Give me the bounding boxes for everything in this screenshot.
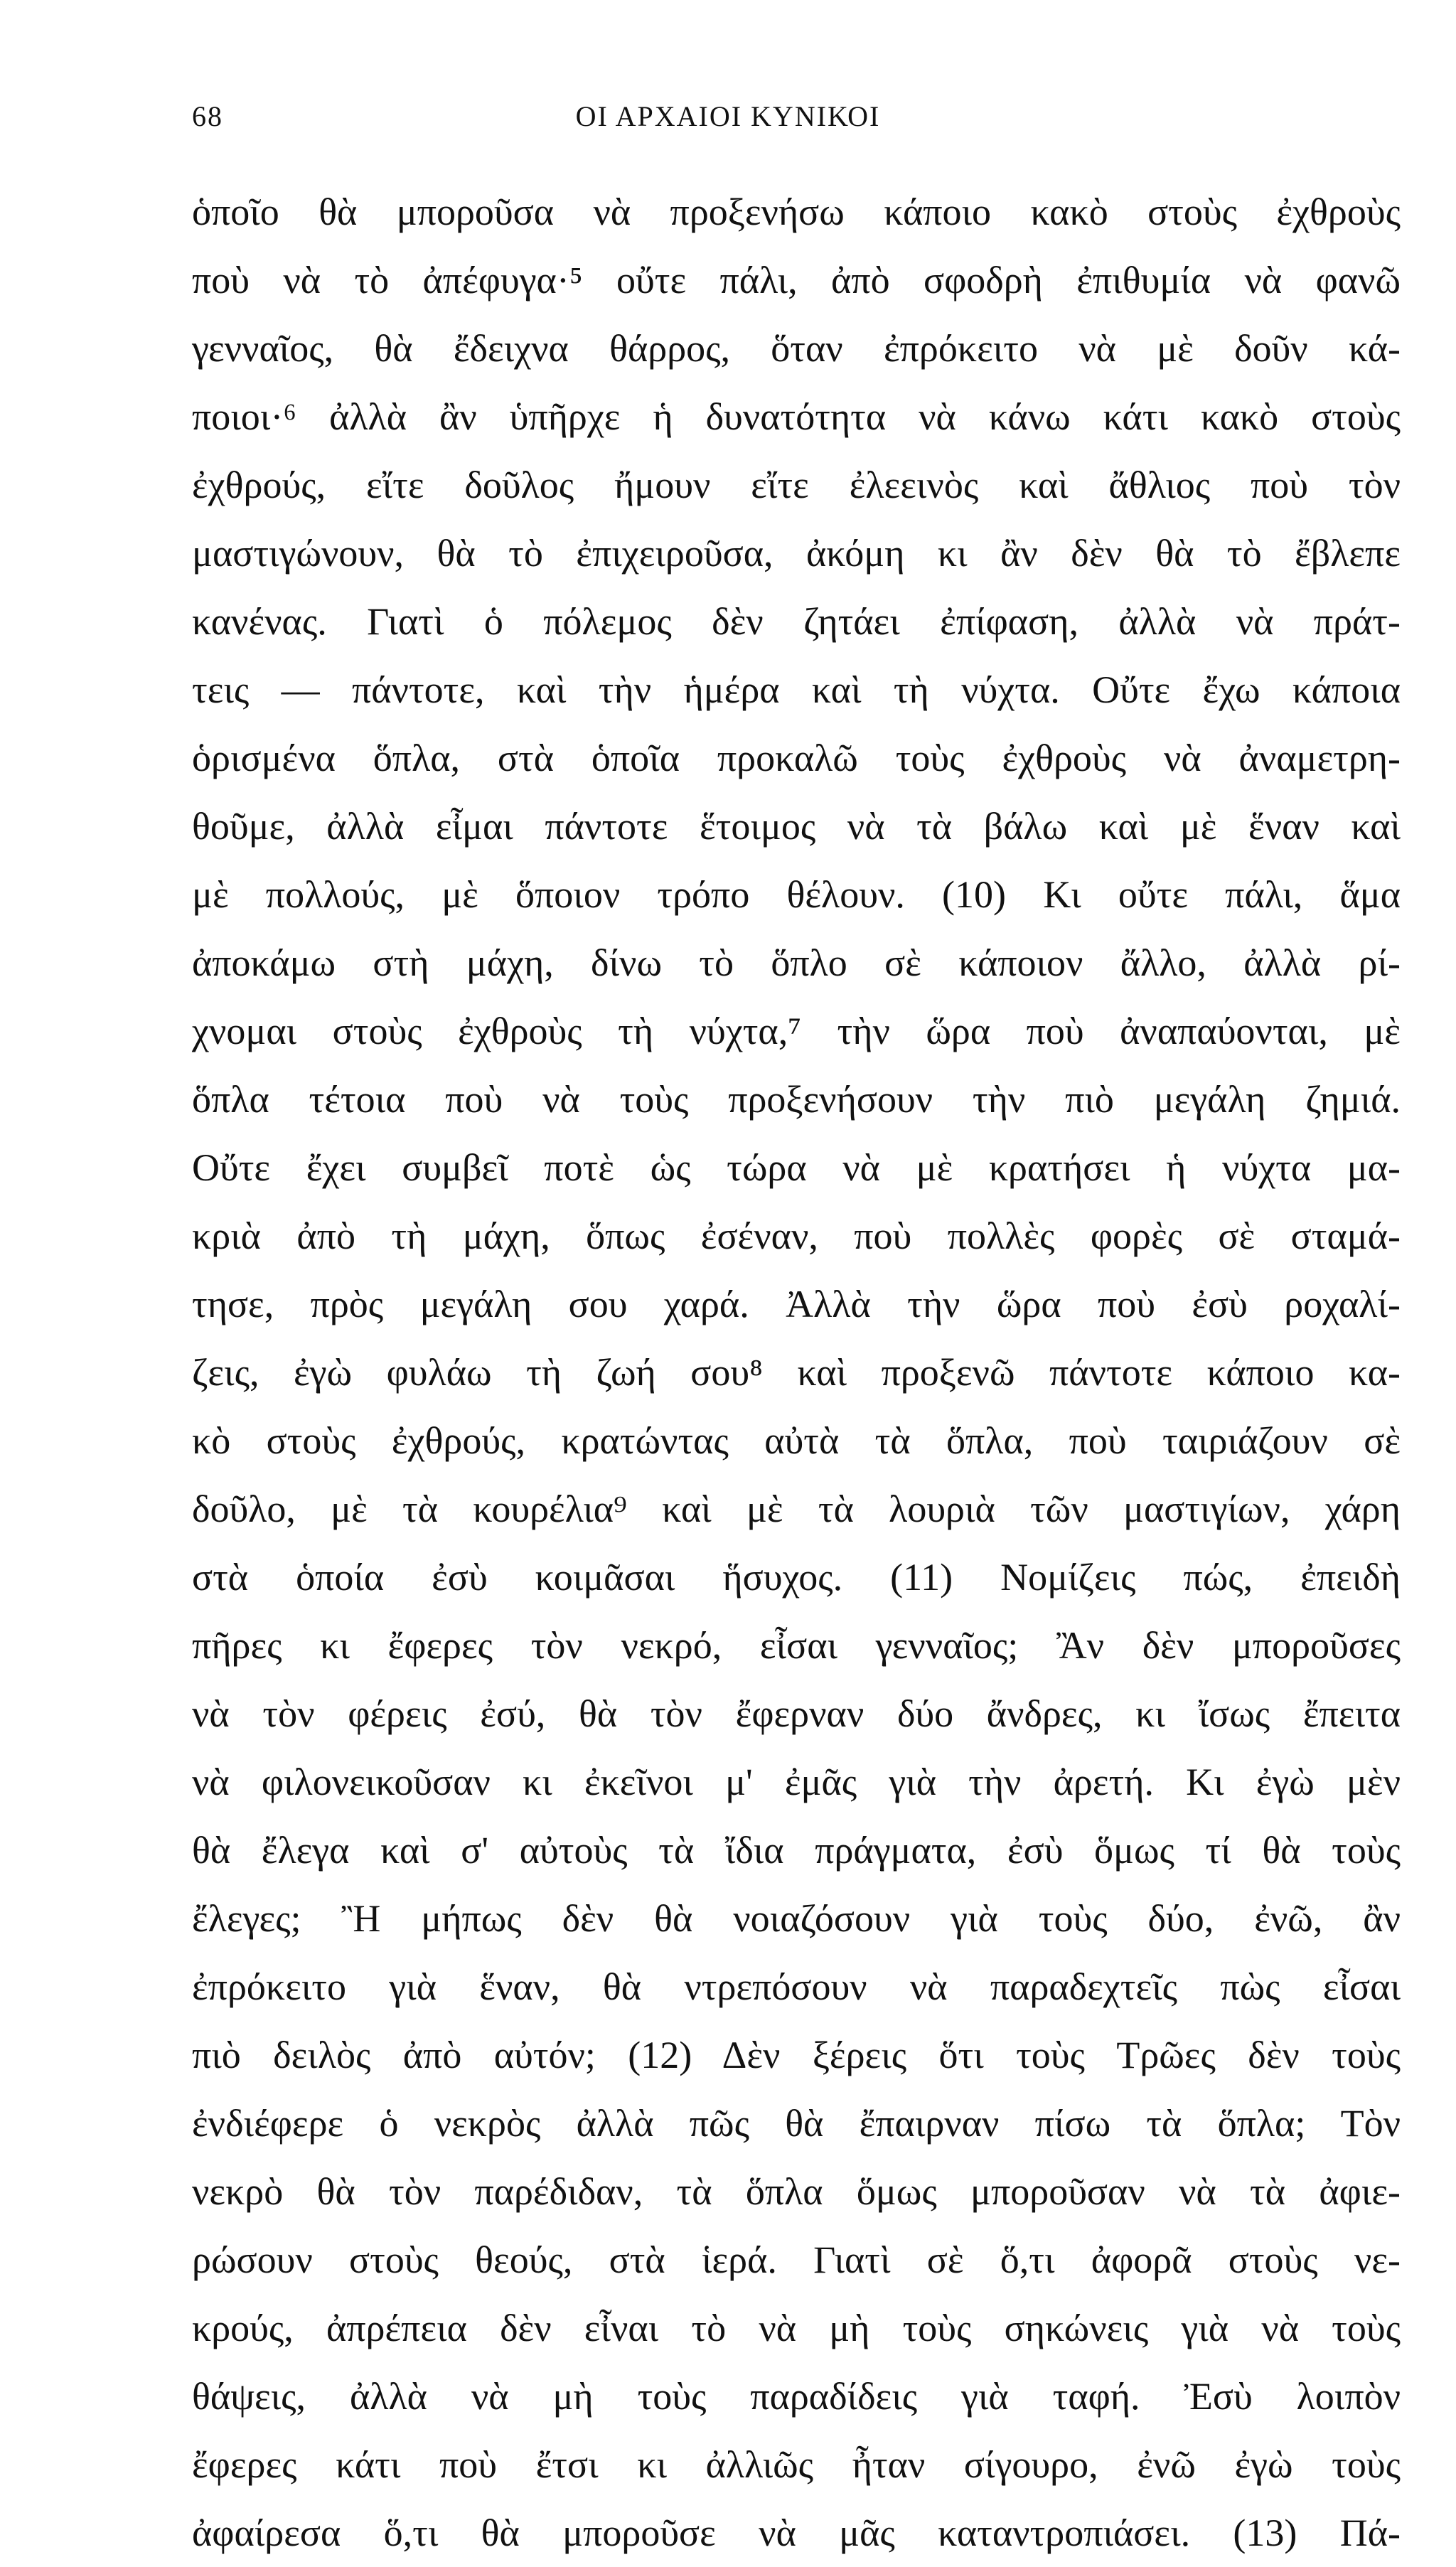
text-line: πῆρες κι ἔφερες τὸν νεκρό, εἶσαι γενναῖος; Ἂν δὲν μποροῦσες (192, 1624, 1401, 1667)
text-line: θὰ ἔλεγα καὶ σ' αὐτοὺς τὰ ἴδια πράγματα, ἐσὺ ὅμως τί θὰ τοὺς (192, 1829, 1401, 1872)
text-line: θοῦμε, ἀλλὰ εἶμαι πάντοτε ἕτοιμος νὰ τὰ βάλω καὶ μὲ ἕναν καὶ (192, 805, 1401, 848)
text-line: κρούς, ἀπρέπεια δὲν εἶναι τὸ νὰ μὴ τοὺς σηκώνεις γιὰ νὰ τοὺς (192, 2307, 1401, 2349)
text-line: τησε, πρὸς μεγάλη σου χαρά. Ἀλλὰ τὴν ὥρα ποὺ ἐσὺ ροχαλί- (192, 1283, 1401, 1325)
page-number: 68 (192, 100, 223, 132)
text-line: ἐνδιέφερε ὁ νεκρὸς ἀλλὰ πῶς θὰ ἔπαιρναν πίσω τὰ ὅπλα; Τὸν (192, 2102, 1401, 2145)
text-line: νὰ τὸν φέρεις ἐσύ, θὰ τὸν ἔφερναν δύο ἄνδρες, κι ἴσως ἔπειτα (192, 1692, 1401, 1735)
text-line: ρώσουν στοὺς θεούς, στὰ ἱερά. Γιατὶ σὲ ὅ,τι ἀφορᾶ στοὺς νε- (192, 2238, 1401, 2281)
text-line: μὲ πολλούς, μὲ ὅποιον τρόπο θέλουν. (10) Κι οὔτε πάλι, ἅμα (192, 873, 1401, 916)
text-line: ποιοι·⁶ ἀλλὰ ἂν ὑπῆρχε ἡ δυνατότητα νὰ κάνω κάτι κακὸ στοὺς (192, 395, 1401, 438)
text-line: ἔλεγες; Ἢ μήπως δὲν θὰ νοιαζόσουν γιὰ τοὺς δύο, ἐνῶ, ἂν (192, 1897, 1401, 1940)
text-line: ὁποῖο θὰ μποροῦσα νὰ προξενήσω κάποιο κακὸ στοὺς ἐχθροὺς (192, 191, 1401, 233)
text-line: πιὸ δειλὸς ἀπὸ αὐτόν; (12) Δὲν ξέρεις ὅτι τοὺς Τρῶες δὲν τοὺς (192, 2034, 1401, 2076)
text-line: θάψεις, ἀλλὰ νὰ μὴ τοὺς παραδίδεις γιὰ ταφή. Ἐσὺ λοιπὸν (192, 2375, 1401, 2418)
text-line: στὰ ὁποία ἐσὺ κοιμᾶσαι ἥσυχος. (11) Νομίζεις πώς, ἐπειδὴ (192, 1556, 1401, 1599)
body-text (192, 178, 1401, 2567)
text-line: νεκρὸ θὰ τὸν παρέδιδαν, τὰ ὅπλα ὅμως μποροῦσαν νὰ τὰ ἀφιε- (192, 2170, 1401, 2213)
text-line: ἔφερες κάτι ποὺ ἔτσι κι ἀλλιῶς ἦταν σίγουρο, ἐνῶ ἐγὼ τοὺς (192, 2443, 1401, 2486)
text-line: ὁρισμένα ὅπλα, στὰ ὁποῖα προκαλῶ τοὺς ἐχθροὺς νὰ ἀναμετρη- (192, 737, 1401, 779)
text-line: ὅπλα τέτοια ποὺ νὰ τοὺς προξενήσουν τὴν πιὸ μεγάλη ζημιά. (192, 1078, 1401, 1121)
text-line: χνομαι στοὺς ἐχθροὺς τὴ νύχτα,⁷ τὴν ὥρα ποὺ ἀναπαύονται, μὲ (192, 1010, 1401, 1052)
text-line: μαστιγώνουν, θὰ τὸ ἐπιχειροῦσα, ἀκόμη κι ἂν δὲν θὰ τὸ ἔβλεπε (192, 532, 1401, 575)
text-line: γενναῖος, θὰ ἔδειχνα θάρρος, ὅταν ἐπρόκειτο νὰ μὲ δοῦν κά- (192, 327, 1401, 370)
text-line: κριὰ ἀπὸ τὴ μάχη, ὅπως ἐσέναν, ποὺ πολλὲς φορὲς σὲ σταμά- (192, 1215, 1401, 1257)
text-line: ἐπρόκειτο γιὰ ἕναν, θὰ ντρεπόσουν νὰ παραδεχτεῖς πὼς εἶσαι (192, 1965, 1401, 2008)
text-line: νὰ φιλονεικοῦσαν κι ἐκεῖνοι μ' ἐμᾶς γιὰ τὴν ἀρετή. Κι ἐγὼ μὲν (192, 1761, 1401, 1803)
text-line: ζεις, ἐγὼ φυλάω τὴ ζωή σου⁸ καὶ προξενῶ πάντοτε κάποιο κα- (192, 1351, 1401, 1394)
text-line: ποὺ νὰ τὸ ἀπέφυγα·⁵ οὔτε πάλι, ἀπὸ σφοδρὴ ἐπιθυμία νὰ φανῶ (192, 259, 1401, 301)
text-line: ἀφαίρεσα ὅ,τι θὰ μποροῦσε νὰ μᾶς καταντροπιάσει. (13) Πά- (192, 2512, 1401, 2554)
text-line: ἀποκάμω στὴ μάχη, δίνω τὸ ὅπλο σὲ κάποιον ἄλλο, ἀλλὰ ρί- (192, 941, 1401, 984)
running-title: ΟΙ ΑΡΧΑΙΟΙ ΚΥΝΙΚΟΙ (575, 100, 881, 132)
text-line: κὸ στοὺς ἐχθρούς, κρατώντας αὐτὰ τὰ ὅπλα, ποὺ ταιριάζουν σὲ (192, 1419, 1401, 1462)
text-line: δοῦλο, μὲ τὰ κουρέλια⁹ καὶ μὲ τὰ λουριὰ τῶν μαστιγίων, χάρη (192, 1488, 1401, 1530)
text-line: κανένας. Γιατὶ ὁ πόλεμος δὲν ζητάει ἐπίφαση, ἀλλὰ νὰ πράτ- (192, 600, 1401, 643)
text-line: ἐχθρούς, εἴτε δοῦλος ἤμουν εἴτε ἐλεεινὸς καὶ ἄθλιος ποὺ τὸν (192, 464, 1401, 506)
text-line: τεις — πάντοτε, καὶ τὴν ἡμέρα καὶ τὴ νύχτα. Οὔτε ἔχω κάποια (192, 668, 1401, 711)
page-header (0, 100, 1456, 142)
text-line: Οὔτε ἔχει συμβεῖ ποτὲ ὡς τώρα νὰ μὲ κρατήσει ἡ νύχτα μα- (192, 1146, 1401, 1189)
